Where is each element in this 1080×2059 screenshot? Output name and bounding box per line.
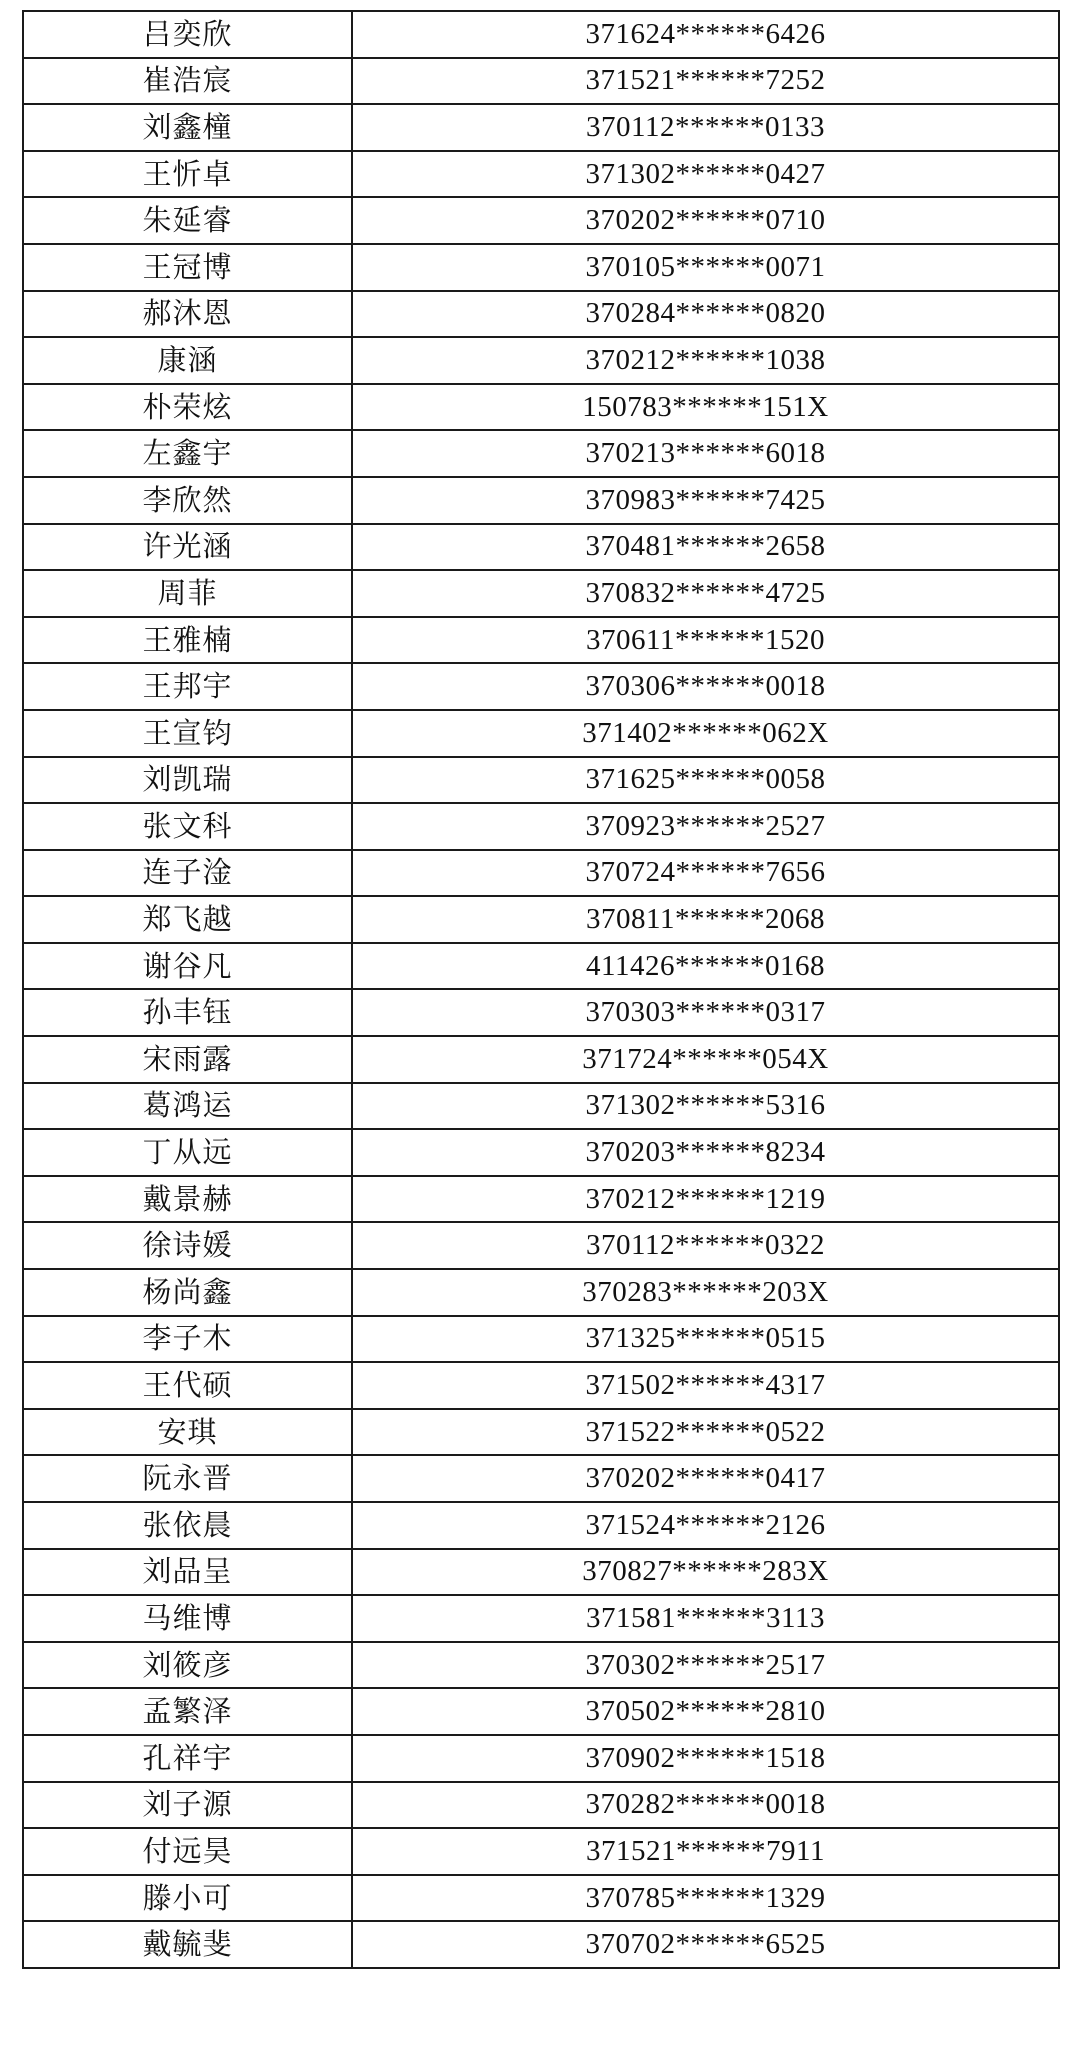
id-number-cell: 370212******1038: [352, 337, 1059, 384]
name-cell: 刘子源: [23, 1782, 352, 1829]
name-cell: 徐诗媛: [23, 1222, 352, 1269]
id-number-cell: 371524******2126: [352, 1502, 1059, 1549]
name-cell: 丁从远: [23, 1129, 352, 1176]
table-row: [23, 896, 1059, 943]
id-number-cell: 411426******0168: [352, 943, 1059, 990]
table-row: [23, 151, 1059, 198]
table-row: [23, 1129, 1059, 1176]
id-number-cell: 370827******283X: [352, 1549, 1059, 1596]
id-number-cell: 370202******0417: [352, 1455, 1059, 1502]
id-number-cell: 370203******8234: [352, 1129, 1059, 1176]
name-cell: 刘凯瑞: [23, 757, 352, 804]
id-number-cell: 371302******5316: [352, 1083, 1059, 1130]
table-row: [23, 384, 1059, 431]
table-row: [23, 989, 1059, 1036]
id-number-cell: 370481******2658: [352, 524, 1059, 571]
name-cell: 王宣钧: [23, 710, 352, 757]
table-row: [23, 524, 1059, 571]
id-number-cell: 370112******0133: [352, 104, 1059, 151]
id-number-cell: 370702******6525: [352, 1921, 1059, 1968]
id-number-cell: 370811******2068: [352, 896, 1059, 943]
table-row: [23, 11, 1059, 58]
name-cell: 朱延睿: [23, 197, 352, 244]
table-row: [23, 757, 1059, 804]
table-row: [23, 58, 1059, 105]
name-cell: 郑飞越: [23, 896, 352, 943]
name-cell: 郝沐恩: [23, 291, 352, 338]
id-number-cell: 371521******7252: [352, 58, 1059, 105]
table-row: [23, 943, 1059, 990]
name-cell: 左鑫宇: [23, 430, 352, 477]
table-row: [23, 803, 1059, 850]
name-cell: 张文科: [23, 803, 352, 850]
name-cell: 李欣然: [23, 477, 352, 524]
id-number-cell: 371724******054X: [352, 1036, 1059, 1083]
table-row: [23, 1176, 1059, 1223]
id-number-cell: 371502******4317: [352, 1362, 1059, 1409]
id-number-cell: 371522******0522: [352, 1409, 1059, 1456]
table-row: [23, 570, 1059, 617]
table-row: [23, 1921, 1059, 1968]
table-row: [23, 477, 1059, 524]
table-row: [23, 1455, 1059, 1502]
table-row: [23, 291, 1059, 338]
table-row: [23, 1595, 1059, 1642]
table-row: [23, 1502, 1059, 1549]
name-cell: 许光涵: [23, 524, 352, 571]
roster-table-body: [23, 11, 1059, 1968]
roster-table: [22, 10, 1060, 1969]
table-row: [23, 1362, 1059, 1409]
name-cell: 朴荣炫: [23, 384, 352, 431]
id-number-cell: 370302******2517: [352, 1642, 1059, 1689]
table-row: [23, 1316, 1059, 1363]
name-cell: 王代硕: [23, 1362, 352, 1409]
id-number-cell: 370284******0820: [352, 291, 1059, 338]
name-cell: 王忻卓: [23, 151, 352, 198]
name-cell: 付远昊: [23, 1828, 352, 1875]
name-cell: 滕小可: [23, 1875, 352, 1922]
table-row: [23, 850, 1059, 897]
name-cell: 张依晨: [23, 1502, 352, 1549]
name-cell: 刘筱彦: [23, 1642, 352, 1689]
id-number-cell: 370212******1219: [352, 1176, 1059, 1223]
name-cell: 谢谷凡: [23, 943, 352, 990]
name-cell: 孙丰钰: [23, 989, 352, 1036]
id-number-cell: 370785******1329: [352, 1875, 1059, 1922]
name-cell: 李子木: [23, 1316, 352, 1363]
table-row: [23, 197, 1059, 244]
name-cell: 刘品呈: [23, 1549, 352, 1596]
name-cell: 葛鸿运: [23, 1083, 352, 1130]
id-number-cell: 371325******0515: [352, 1316, 1059, 1363]
name-cell: 王冠博: [23, 244, 352, 291]
name-cell: 安琪: [23, 1409, 352, 1456]
table-row: [23, 1828, 1059, 1875]
name-cell: 王邦宇: [23, 663, 352, 710]
id-number-cell: 371581******3113: [352, 1595, 1059, 1642]
id-number-cell: 150783******151X: [352, 384, 1059, 431]
id-number-cell: 371625******0058: [352, 757, 1059, 804]
id-number-cell: 370502******2810: [352, 1688, 1059, 1735]
id-number-cell: 370306******0018: [352, 663, 1059, 710]
table-row: [23, 1782, 1059, 1829]
id-number-cell: 370983******7425: [352, 477, 1059, 524]
name-cell: 马维博: [23, 1595, 352, 1642]
table-row: [23, 1083, 1059, 1130]
id-number-cell: 370902******1518: [352, 1735, 1059, 1782]
table-row: [23, 1269, 1059, 1316]
name-cell: 吕奕欣: [23, 11, 352, 58]
table-row: [23, 244, 1059, 291]
name-cell: 孔祥宇: [23, 1735, 352, 1782]
table-row: [23, 1688, 1059, 1735]
id-number-cell: 370213******6018: [352, 430, 1059, 477]
name-cell: 刘鑫橦: [23, 104, 352, 151]
table-row: [23, 1735, 1059, 1782]
id-number-cell: 370202******0710: [352, 197, 1059, 244]
id-number-cell: 370832******4725: [352, 570, 1059, 617]
name-cell: 宋雨露: [23, 1036, 352, 1083]
id-number-cell: 371402******062X: [352, 710, 1059, 757]
table-row: [23, 337, 1059, 384]
name-cell: 戴景赫: [23, 1176, 352, 1223]
table-row: [23, 104, 1059, 151]
id-number-cell: 371302******0427: [352, 151, 1059, 198]
name-cell: 康涵: [23, 337, 352, 384]
id-number-cell: 370303******0317: [352, 989, 1059, 1036]
table-row: [23, 1036, 1059, 1083]
table-row: [23, 1222, 1059, 1269]
name-cell: 周菲: [23, 570, 352, 617]
table-row: [23, 430, 1059, 477]
id-number-cell: 370282******0018: [352, 1782, 1059, 1829]
name-cell: 孟繁泽: [23, 1688, 352, 1735]
table-row: [23, 710, 1059, 757]
id-number-cell: 371521******7911: [352, 1828, 1059, 1875]
name-cell: 连子淦: [23, 850, 352, 897]
name-cell: 杨尚鑫: [23, 1269, 352, 1316]
id-number-cell: 370105******0071: [352, 244, 1059, 291]
id-number-cell: 370923******2527: [352, 803, 1059, 850]
id-number-cell: 370112******0322: [352, 1222, 1059, 1269]
name-cell: 阮永晋: [23, 1455, 352, 1502]
table-row: [23, 1409, 1059, 1456]
name-cell: 崔浩宸: [23, 58, 352, 105]
name-cell: 戴毓斐: [23, 1921, 352, 1968]
id-number-cell: 370611******1520: [352, 617, 1059, 664]
id-number-cell: 370724******7656: [352, 850, 1059, 897]
table-row: [23, 617, 1059, 664]
table-row: [23, 663, 1059, 710]
id-number-cell: 371624******6426: [352, 11, 1059, 58]
table-row: [23, 1549, 1059, 1596]
table-row: [23, 1875, 1059, 1922]
id-number-cell: 370283******203X: [352, 1269, 1059, 1316]
name-cell: 王雅楠: [23, 617, 352, 664]
table-row: [23, 1642, 1059, 1689]
